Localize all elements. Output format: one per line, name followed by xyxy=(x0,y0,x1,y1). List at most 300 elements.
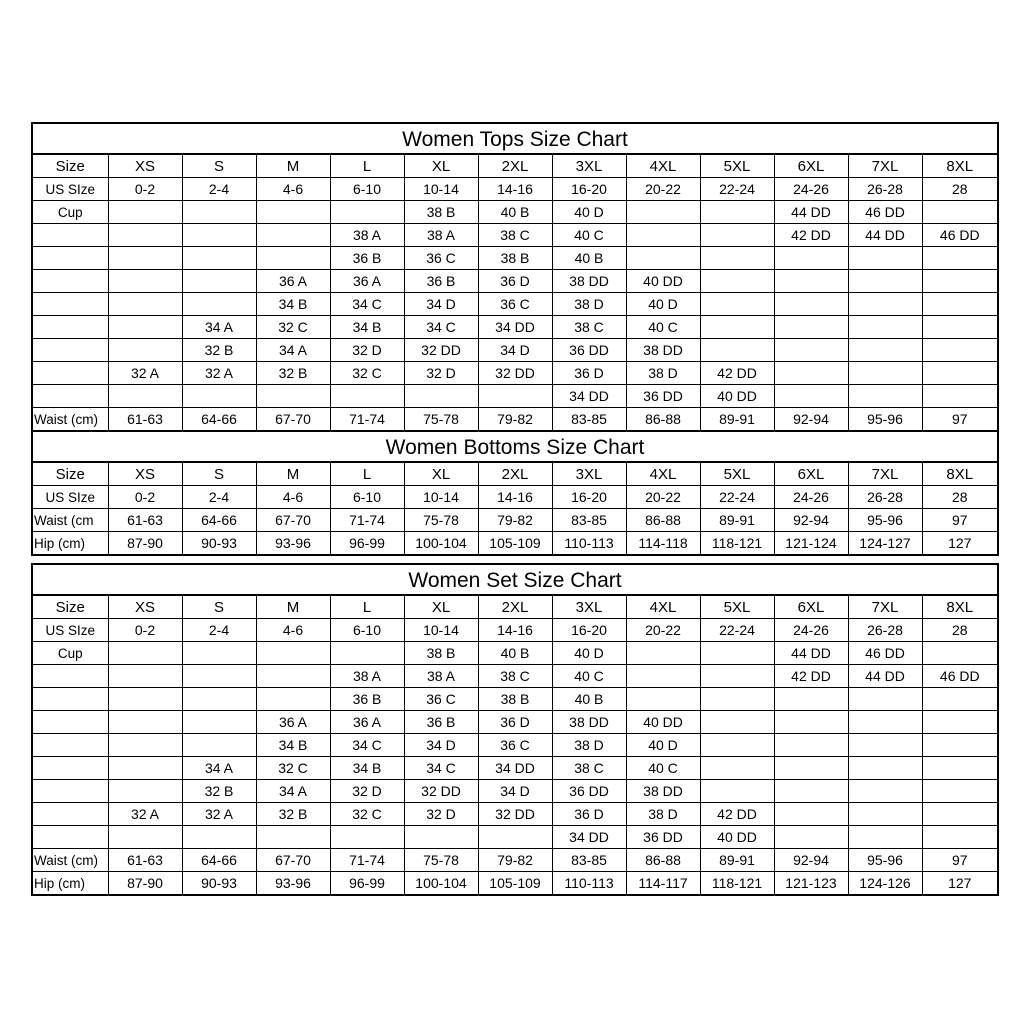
table-cell: 32 A xyxy=(108,362,182,385)
table-cell: 34 D xyxy=(478,339,552,362)
table-cell: 32 A xyxy=(182,803,256,826)
table-cell xyxy=(922,293,997,316)
table-row xyxy=(33,270,997,293)
table-cell xyxy=(626,224,700,247)
table-cell xyxy=(108,688,182,711)
table-cell: 38 A xyxy=(330,224,404,247)
table-cell: 6-10 xyxy=(330,486,404,509)
table-cell: 40 DD xyxy=(626,711,700,734)
table-cell: 44 DD xyxy=(848,665,922,688)
table-cell: 7XL xyxy=(848,155,922,178)
table-cell: 36 DD xyxy=(552,339,626,362)
table-cell xyxy=(922,780,997,803)
table-cell: 92-94 xyxy=(774,509,848,532)
table-cell: 92-94 xyxy=(774,408,848,431)
table-cell xyxy=(700,780,774,803)
table-cell: 8XL xyxy=(922,596,997,619)
row-label xyxy=(33,247,108,270)
table-cell: 75-78 xyxy=(404,408,478,431)
table-cell: 34 DD xyxy=(478,757,552,780)
row-label xyxy=(33,803,108,826)
table-cell xyxy=(848,339,922,362)
table-row xyxy=(33,596,997,619)
table-cell xyxy=(922,247,997,270)
row-label xyxy=(33,293,108,316)
table-cell: 86-88 xyxy=(626,408,700,431)
table-row xyxy=(33,486,997,509)
table-cell xyxy=(848,362,922,385)
table-cell: M xyxy=(256,155,330,178)
table-cell xyxy=(848,385,922,408)
chart-title: Women Set Size Chart xyxy=(33,565,997,595)
table-cell: 40 C xyxy=(552,665,626,688)
table-cell: 38 D xyxy=(552,734,626,757)
table-cell: 105-109 xyxy=(478,532,552,555)
table-cell: 38 DD xyxy=(626,339,700,362)
table-cell: 93-96 xyxy=(256,532,330,555)
table-cell: 97 xyxy=(922,509,997,532)
table-cell: 6XL xyxy=(774,463,848,486)
table-cell xyxy=(700,201,774,224)
table-cell: 44 DD xyxy=(774,201,848,224)
table-cell xyxy=(848,688,922,711)
table-cell: 32 DD xyxy=(478,803,552,826)
table-cell xyxy=(182,293,256,316)
table-cell: 3XL xyxy=(552,596,626,619)
chart-title: Women Tops Size Chart xyxy=(33,124,997,154)
table-cell: 38 B xyxy=(478,247,552,270)
table-row xyxy=(33,688,997,711)
table-cell xyxy=(774,688,848,711)
table-cell xyxy=(626,201,700,224)
table-cell: 42 DD xyxy=(774,224,848,247)
table-cell xyxy=(848,711,922,734)
row-label xyxy=(33,826,108,849)
table-cell xyxy=(700,711,774,734)
table-cell: 34 D xyxy=(478,780,552,803)
table-cell xyxy=(700,293,774,316)
table-cell: 4XL xyxy=(626,596,700,619)
table-cell xyxy=(256,385,330,408)
table-cell: 89-91 xyxy=(700,849,774,872)
table-cell: 4-6 xyxy=(256,178,330,201)
table-cell xyxy=(774,780,848,803)
table-cell: 38 C xyxy=(478,224,552,247)
table-row xyxy=(33,339,997,362)
table-cell: 40 B xyxy=(478,201,552,224)
table-cell: 38 D xyxy=(626,803,700,826)
table-cell xyxy=(774,362,848,385)
table-cell: 46 DD xyxy=(848,201,922,224)
table-cell: M xyxy=(256,596,330,619)
table-cell: L xyxy=(330,155,404,178)
table-cell: 10-14 xyxy=(404,486,478,509)
table-cell: 22-24 xyxy=(700,486,774,509)
table-cell: XS xyxy=(108,596,182,619)
table-cell: 34 C xyxy=(330,734,404,757)
table-cell xyxy=(256,826,330,849)
table-cell: 32 DD xyxy=(478,362,552,385)
table-cell: 38 B xyxy=(404,642,478,665)
table-cell xyxy=(626,642,700,665)
table-cell xyxy=(108,201,182,224)
row-label xyxy=(33,688,108,711)
table-cell: 6XL xyxy=(774,596,848,619)
table-cell xyxy=(182,385,256,408)
table-cell: 0-2 xyxy=(108,619,182,642)
table-cell: 114-118 xyxy=(626,532,700,555)
table-cell: 86-88 xyxy=(626,849,700,872)
table-cell: 16-20 xyxy=(552,619,626,642)
table-cell: 34 B xyxy=(330,757,404,780)
table-cell: 127 xyxy=(922,532,997,555)
table-cell: 3XL xyxy=(552,155,626,178)
table-cell: 34 D xyxy=(404,734,478,757)
table-cell: 36 D xyxy=(478,270,552,293)
table-cell: 40 B xyxy=(478,642,552,665)
table-cell: 38 D xyxy=(552,293,626,316)
table-cell xyxy=(330,642,404,665)
table-cell: 20-22 xyxy=(626,619,700,642)
table-cell: 34 C xyxy=(404,316,478,339)
table-cell: 32 C xyxy=(330,803,404,826)
row-label: Waist (cm xyxy=(33,509,108,532)
table-cell: 32 D xyxy=(330,780,404,803)
row-label xyxy=(33,734,108,757)
table-cell: 75-78 xyxy=(404,509,478,532)
table-cell: 121-124 xyxy=(774,532,848,555)
table-cell: 79-82 xyxy=(478,509,552,532)
table-cell: 40 D xyxy=(626,734,700,757)
table-cell: 83-85 xyxy=(552,849,626,872)
table-cell: 2-4 xyxy=(182,619,256,642)
table-cell: 2XL xyxy=(478,155,552,178)
row-label xyxy=(33,224,108,247)
table-cell xyxy=(108,270,182,293)
table-cell: 34 C xyxy=(330,293,404,316)
table-cell: 61-63 xyxy=(108,408,182,431)
table-cell xyxy=(700,270,774,293)
table-cell: 64-66 xyxy=(182,408,256,431)
table-cell xyxy=(108,826,182,849)
table-cell: 40 DD xyxy=(700,385,774,408)
table-cell: 8XL xyxy=(922,155,997,178)
table-cell: 36 DD xyxy=(626,826,700,849)
table-cell: 14-16 xyxy=(478,178,552,201)
row-label: US SIze xyxy=(33,486,108,509)
table-cell xyxy=(922,201,997,224)
table-cell xyxy=(108,757,182,780)
table-cell: 124-127 xyxy=(848,532,922,555)
table-cell: 40 D xyxy=(552,201,626,224)
size-table xyxy=(33,462,997,554)
table-cell: 67-70 xyxy=(256,408,330,431)
table-cell xyxy=(922,757,997,780)
table-cell: XL xyxy=(404,463,478,486)
table-cell: 32 DD xyxy=(404,339,478,362)
table-cell xyxy=(182,734,256,757)
set-size-chart xyxy=(31,563,999,896)
chart-title: Women Bottoms Size Chart xyxy=(33,432,997,462)
table-cell xyxy=(256,201,330,224)
table-cell: 0-2 xyxy=(108,486,182,509)
table-cell: 36 C xyxy=(478,293,552,316)
table-cell: 97 xyxy=(922,408,997,431)
table-cell: 28 xyxy=(922,178,997,201)
table-row xyxy=(33,201,997,224)
table-cell: 16-20 xyxy=(552,486,626,509)
table-cell xyxy=(404,826,478,849)
table-cell: 8XL xyxy=(922,463,997,486)
table-cell: 24-26 xyxy=(774,619,848,642)
table-cell xyxy=(922,385,997,408)
table-cell: 38 A xyxy=(404,224,478,247)
table-cell: 97 xyxy=(922,849,997,872)
table-cell: 26-28 xyxy=(848,486,922,509)
row-label: US SIze xyxy=(33,178,108,201)
table-cell xyxy=(108,385,182,408)
table-cell xyxy=(848,316,922,339)
table-cell: 96-99 xyxy=(330,532,404,555)
table-cell: 36 DD xyxy=(626,385,700,408)
table-cell: 32 A xyxy=(182,362,256,385)
table-cell xyxy=(774,316,848,339)
table-cell: 22-24 xyxy=(700,178,774,201)
table-cell xyxy=(256,224,330,247)
row-label xyxy=(33,711,108,734)
table-cell xyxy=(922,316,997,339)
table-cell xyxy=(182,665,256,688)
table-cell xyxy=(774,339,848,362)
table-cell: 42 DD xyxy=(700,803,774,826)
table-row xyxy=(33,293,997,316)
row-label xyxy=(33,385,108,408)
table-cell: 100-104 xyxy=(404,532,478,555)
table-cell: 36 B xyxy=(404,711,478,734)
table-cell xyxy=(182,270,256,293)
table-cell xyxy=(700,339,774,362)
table-cell: 2-4 xyxy=(182,486,256,509)
table-cell xyxy=(700,316,774,339)
table-cell: 38 A xyxy=(330,665,404,688)
table-cell xyxy=(700,734,774,757)
table-cell: 67-70 xyxy=(256,509,330,532)
table-cell: 90-93 xyxy=(182,872,256,895)
table-cell: 40 D xyxy=(626,293,700,316)
table-cell: 114-117 xyxy=(626,872,700,895)
table-cell: 4XL xyxy=(626,155,700,178)
tops-size-chart xyxy=(31,122,999,432)
row-label xyxy=(33,270,108,293)
table-row xyxy=(33,247,997,270)
table-cell: 34 A xyxy=(256,339,330,362)
table-cell: 32 D xyxy=(330,339,404,362)
row-label: Cup xyxy=(33,642,108,665)
row-label: US SIze xyxy=(33,619,108,642)
table-cell: 38 C xyxy=(552,316,626,339)
table-cell: 38 C xyxy=(552,757,626,780)
table-cell xyxy=(774,385,848,408)
table-cell: 61-63 xyxy=(108,509,182,532)
table-cell: 36 D xyxy=(552,362,626,385)
table-row xyxy=(33,780,997,803)
table-cell: 34 B xyxy=(256,734,330,757)
table-cell: 5XL xyxy=(700,155,774,178)
table-cell: 10-14 xyxy=(404,619,478,642)
row-label: Hip (cm) xyxy=(33,532,108,555)
row-label: Hip (cm) xyxy=(33,872,108,895)
table-cell: S xyxy=(182,155,256,178)
table-cell: 42 DD xyxy=(700,362,774,385)
table-cell: 3XL xyxy=(552,463,626,486)
table-cell: 16-20 xyxy=(552,178,626,201)
table-cell: 6XL xyxy=(774,155,848,178)
table-cell: 36 D xyxy=(552,803,626,826)
table-cell xyxy=(478,385,552,408)
table-cell: 38 C xyxy=(478,665,552,688)
table-cell: 67-70 xyxy=(256,849,330,872)
table-cell: 38 B xyxy=(404,201,478,224)
table-cell: 32 C xyxy=(330,362,404,385)
table-cell: 44 DD xyxy=(848,224,922,247)
table-cell: 124-126 xyxy=(848,872,922,895)
table-cell: 95-96 xyxy=(848,509,922,532)
table-cell: 34 B xyxy=(256,293,330,316)
table-cell: 36 DD xyxy=(552,780,626,803)
table-cell: 32 A xyxy=(108,803,182,826)
table-cell xyxy=(848,293,922,316)
table-cell: XS xyxy=(108,463,182,486)
table-row xyxy=(33,665,997,688)
table-cell: 38 B xyxy=(478,688,552,711)
table-cell xyxy=(256,247,330,270)
table-cell xyxy=(700,224,774,247)
table-cell: 40 DD xyxy=(626,270,700,293)
table-cell: 5XL xyxy=(700,463,774,486)
table-cell: 46 DD xyxy=(922,224,997,247)
table-cell: XL xyxy=(404,155,478,178)
table-cell xyxy=(922,826,997,849)
table-cell: 34 A xyxy=(256,780,330,803)
table-cell xyxy=(182,711,256,734)
table-cell: 34 DD xyxy=(552,385,626,408)
table-cell xyxy=(774,734,848,757)
table-cell xyxy=(626,688,700,711)
table-row xyxy=(33,224,997,247)
table-cell: 127 xyxy=(922,872,997,895)
table-cell xyxy=(774,270,848,293)
table-cell xyxy=(182,642,256,665)
table-cell xyxy=(108,293,182,316)
size-table xyxy=(33,595,997,894)
table-cell: 32 D xyxy=(404,803,478,826)
table-cell: 95-96 xyxy=(848,408,922,431)
table-cell xyxy=(922,339,997,362)
table-cell: 34 A xyxy=(182,757,256,780)
table-row xyxy=(33,509,997,532)
table-cell: S xyxy=(182,596,256,619)
table-cell xyxy=(626,247,700,270)
table-cell: 83-85 xyxy=(552,509,626,532)
table-cell: 22-24 xyxy=(700,619,774,642)
table-cell xyxy=(108,642,182,665)
table-cell: 4XL xyxy=(626,463,700,486)
table-cell: 118-121 xyxy=(700,872,774,895)
table-cell: 79-82 xyxy=(478,849,552,872)
table-cell xyxy=(700,642,774,665)
table-cell xyxy=(108,339,182,362)
row-label: Size xyxy=(33,596,108,619)
table-cell: 36 B xyxy=(404,270,478,293)
table-cell: L xyxy=(330,596,404,619)
table-cell xyxy=(774,293,848,316)
table-cell xyxy=(700,665,774,688)
table-cell: 7XL xyxy=(848,463,922,486)
table-cell: 36 B xyxy=(330,247,404,270)
table-cell: 105-109 xyxy=(478,872,552,895)
table-cell: 28 xyxy=(922,486,997,509)
table-cell: 32 D xyxy=(404,362,478,385)
bottoms-size-chart xyxy=(31,430,999,556)
table-cell xyxy=(182,688,256,711)
table-cell xyxy=(700,247,774,270)
table-cell: 89-91 xyxy=(700,408,774,431)
table-cell xyxy=(182,826,256,849)
row-label xyxy=(33,339,108,362)
table-cell: 46 DD xyxy=(848,642,922,665)
table-cell: 2XL xyxy=(478,463,552,486)
table-cell: 0-2 xyxy=(108,178,182,201)
table-cell: 6-10 xyxy=(330,178,404,201)
table-cell: 96-99 xyxy=(330,872,404,895)
table-cell: 110-113 xyxy=(552,532,626,555)
table-cell: M xyxy=(256,463,330,486)
table-cell: 89-91 xyxy=(700,509,774,532)
table-cell: 75-78 xyxy=(404,849,478,872)
table-row xyxy=(33,849,997,872)
table-cell: 93-96 xyxy=(256,872,330,895)
table-cell xyxy=(848,734,922,757)
table-cell: 34 DD xyxy=(552,826,626,849)
table-row xyxy=(33,826,997,849)
row-label: Waist (cm) xyxy=(33,849,108,872)
table-row xyxy=(33,757,997,780)
table-row xyxy=(33,642,997,665)
table-cell: 71-74 xyxy=(330,509,404,532)
table-cell: 32 B xyxy=(256,803,330,826)
table-row xyxy=(33,362,997,385)
table-cell: 14-16 xyxy=(478,619,552,642)
table-cell xyxy=(700,688,774,711)
table-cell: 34 A xyxy=(182,316,256,339)
table-row xyxy=(33,463,997,486)
table-cell xyxy=(922,711,997,734)
table-cell: 28 xyxy=(922,619,997,642)
table-cell: 32 C xyxy=(256,757,330,780)
table-cell: 87-90 xyxy=(108,532,182,555)
table-cell: 42 DD xyxy=(774,665,848,688)
table-cell xyxy=(108,247,182,270)
table-cell: 121-123 xyxy=(774,872,848,895)
table-cell: 32 B xyxy=(256,362,330,385)
table-cell: 36 C xyxy=(404,688,478,711)
row-label: Size xyxy=(33,463,108,486)
table-cell: 38 DD xyxy=(552,711,626,734)
table-cell: 24-26 xyxy=(774,486,848,509)
row-label: Size xyxy=(33,155,108,178)
table-cell xyxy=(922,734,997,757)
table-row xyxy=(33,734,997,757)
